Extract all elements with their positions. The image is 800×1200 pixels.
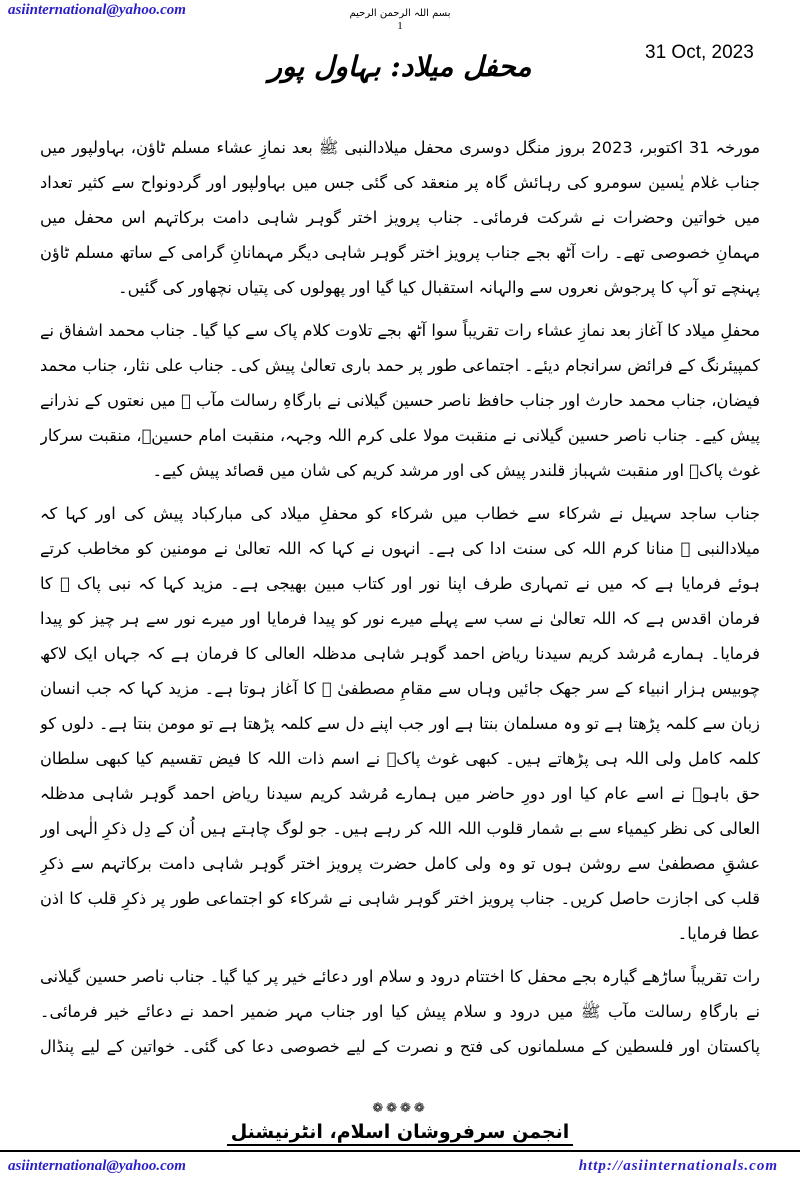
paragraph: محفلِ میلاد کا آغاز بعد نمازِ عشاء رات تقریباً سوا آٹھ بجے تلاوت کلام پاک سے کیا گیا۔ جناب محمد اشفاق نے کمپیئرنگ کے فرائض سرانجام دیئے۔ اجتماعی طور پر حمد باری تعالیٰ پیش کی۔ جناب علی نثار، جناب محمد فیضان، جناب محمد حارث اور جناب حافظ ناصر حسین گیلانی نے بارگاہِ رسالت مآب ﷺ میں نعتوں کے نذرانے پیش کیے۔ جناب ناصر حسین گیلانی نے منقبت مولا علی کرم اللہ وجہہ، منقبت امام حسینؑ، منقبت سرکار غوث پاکؒ اور منقبت شہباز قلندر پیش کی اور مرشد کریم کی شان میں قصائد پیش کیے۔ [40,321,760,480]
article-title: محفل میلاد: بہاول پور [268,50,532,83]
page-number: 1 [397,20,403,32]
ornament: ❁❁❁❁ [372,1101,428,1116]
footer-website-link[interactable]: http://asiinternationals.com [578,1158,778,1174]
organization-name [0,1121,800,1143]
header-email: asiinternational@yahoo.com [8,2,186,18]
paragraph: رات تقریباً ساڑھے گیارہ بجے محفل کا اختتام درود و سلام اور دعائے خیر پر کیا گیا۔ جناب ناصر حسین گیلانی نے بارگاہِ رسالت مآب ﷺ میں درود و سلام پیش کیا اور جناب مہر ضمیر احمد نے دعائے خیر فرمائی۔ پاکستان اور فلسطین کے مسلمانوں کی فتح و نصرت کے لیے خصوصی دعا کی گئی۔ خواتین کے لیے پنڈال [40,967,760,1056]
organization-label: انجمن سرفروشان اسلام، انٹرنیشنل [227,1121,574,1146]
bismillah: بسم اللہ الرحمن الرحیم [349,8,451,19]
footer-divider [0,1150,800,1152]
footer-email-link[interactable]: asiinternational@yahoo.com [8,1158,186,1174]
article-body [40,130,760,1065]
article-date: 31 Oct, 2023 [645,42,754,63]
paragraph: مورخہ 31 اکتوبر، 2023 بروز منگل دوسری محفل میلادالنبی ﷺ بعد نمازِ عشاء مسلم ٹاؤن، بہاولپور میں جناب غلام یٰسین سومرو کی رہائش گاہ پر منعقد کی گئی جس میں بہاولپور اور گردونواح سے کثیر تعداد میں خواتین وحضرات نے شرکت فرمائی۔ جناب پرویز اختر گوہر شاہی دامت برکاتہم اس محفل میں مہمانِ خصوصی تھے۔ رات آٹھ بجے جناب پرویز اختر گوہر شاہی دیگر مہمانانِ گرامی کے ساتھ مسلم ٹاؤن پہنچے تو آپ کا پرجوش نعروں سے والہانہ استقبال کیا گیا اور پھولوں کی پتیاں نچھاور کی گئیں۔ [40,138,760,297]
paragraph: جناب ساجد سہیل نے شرکاء سے خطاب میں شرکاء کو محفلِ میلاد کی مبارکباد پیش کی اور کہا کہ میلادالنبی ﷺ منانا کرم اللہ کی سنت ادا کی ہے۔ انہوں نے کہا کہ اللہ تعالیٰ نے مومنین کو مخاطب کرتے ہوئے فرمایا ہے کہ میں نے تمہاری طرف اپنا نور اور کتاب مبین بھیجی ہے۔ مزید کہا کہ نبی پاک ﷺ کا فرمان اقدس ہے کہ اللہ تعالیٰ نے سب سے پہلے میرے نور کو پیدا فرمایا اور میرے نور سے ہر چیز کو پیدا فرمایا۔ ہمارے مُرشد کریم سیدنا ریاض احمد گوہر شاہی مدظلہ العالی کا فرمان ہے کہ جہاں ایک لاکھ چوبیس ہزار انبیاء کے سر جھک جائیں وہاں سے مقامِ مصطفیٰ ﷺ کا آغاز ہوتا ہے۔ مزید کہا کہ جب انسان زبان سے کلمہ پڑھتا ہے تو وہ مسلمان بنتا ہے اور جب اپنے دل سے کلمہ پڑھتا ہے تو مومن بنتا ہے۔ دلوں کو کلمہ کامل ولی اللہ ہی پڑھاتے ہیں۔ کبھی غوث پاکؒ نے اسم ذات اللہ کا فیض تقسیم کیا کبھی سلطان حق باہوؒ نے اسے عام کیا اور دورِ حاضر میں ہمارے مُرشد کریم سیدنا ریاض احمد گوہر شاہی مدظلہ العالی کی نظر کیمیاء سے بے شمار قلوب اللہ اللہ کر رہے ہیں۔ جو لوگ چاہتے ہیں اُن کے دِل ذکرِ الٰہی اور عشقِ مصطفیٰ سے روشن ہوں تو وہ ولی کامل حضرت پرویز اختر گوہر شاہی دامت برکاتہم سے ذکرِ قلب کی اجازت حاصل کریں۔ جناب پرویز اختر گوہر شاہی نے شرکاء کو اجتماعی طور پر ذکرِ قلب کا اذن عطا فرمایا۔ [40,504,760,943]
